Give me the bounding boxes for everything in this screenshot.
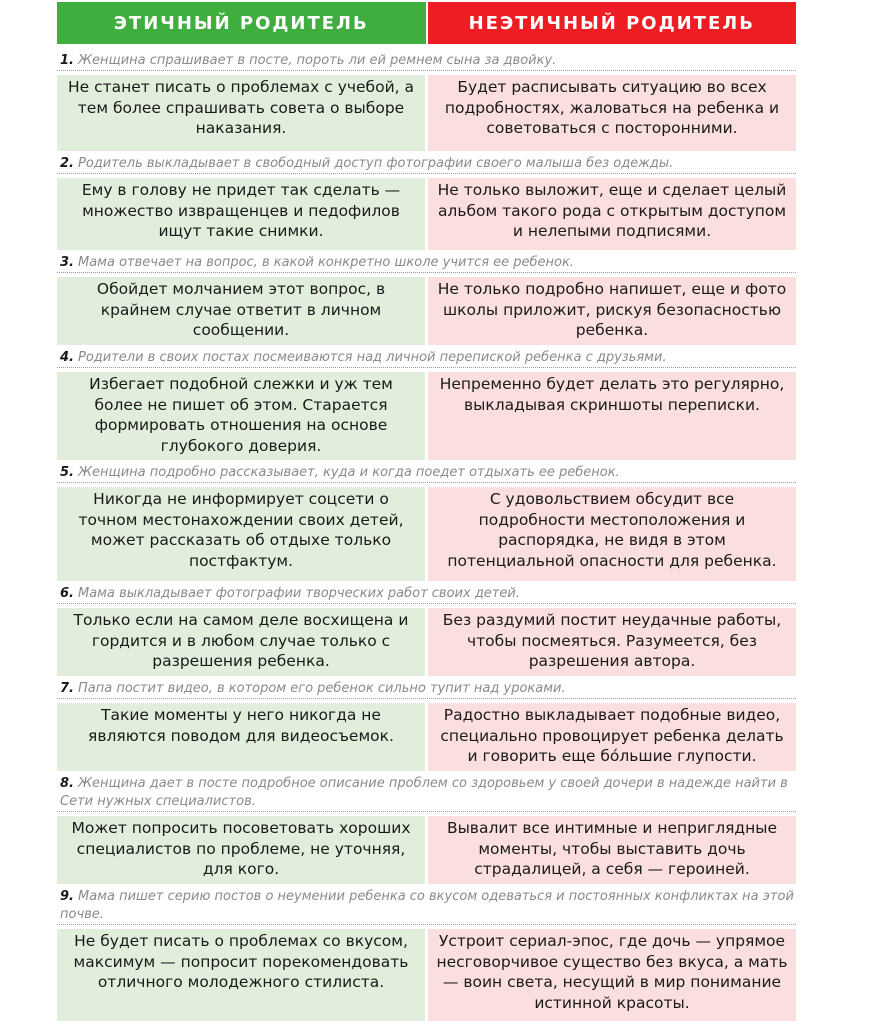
- ethical-parent-header: ЭТИЧНЫЙ РОДИТЕЛЬ: [57, 2, 426, 44]
- ethical-answer: Не будет писать о проблемах со вкусом, максимум — попросит порекомендовать отличного молодежного стилиста.: [57, 929, 425, 1021]
- table-row: [57, 50, 796, 151]
- row-number: 1.: [60, 53, 74, 68]
- unethical-parent-header: НЕЭТИЧНЫЙ РОДИТЕЛЬ: [428, 2, 797, 44]
- row-number: 8.: [60, 776, 74, 791]
- situation-question: [57, 773, 796, 812]
- table-row: [57, 583, 796, 676]
- unethical-answer: Непременно будет делать это регулярно, выкладывая скриншоты переписки.: [428, 372, 796, 460]
- table-row: [57, 462, 796, 581]
- situation-question: [57, 50, 796, 71]
- question-text: Папа постит видео, в котором его ребенок сильно тупит над уроками.: [77, 681, 566, 696]
- table-row: [57, 252, 796, 345]
- table-row: [57, 886, 796, 1021]
- row-number: 9.: [60, 889, 74, 904]
- situation-question: [57, 678, 796, 699]
- unethical-answer: Не только подробно напишет, еще и фото школы приложит, рискуя безопасностью ребенка.: [428, 277, 796, 345]
- table-row: [57, 678, 796, 771]
- ethical-answer: Такие моменты у него никогда не являются поводом для видеосъемок.: [57, 703, 425, 771]
- ethical-answer: Только если на самом деле восхищена и гордится и в любом случае только с разрешения ребенка.: [57, 608, 425, 676]
- situation-question: [57, 153, 796, 174]
- question-text: Женщина подробно рассказывает, куда и когда поедет отдыхать ее ребенок.: [77, 465, 620, 480]
- row-number: 5.: [60, 465, 74, 480]
- question-text: Родитель выкладывает в свободный доступ фотографии своего малыша без одежды.: [77, 156, 674, 171]
- unethical-answer: Не только выложит, еще и сделает целый альбом такого рода с открытым доступом и нелепыми подписями.: [428, 178, 796, 250]
- question-text: Родители в своих постах посмеиваются над личной перепиской ребенка с друзьями.: [77, 350, 667, 365]
- ethical-answer: Обойдет молчанием этот вопрос, в крайнем случае ответит в личном сообщении.: [57, 277, 425, 345]
- table-row: [57, 773, 796, 884]
- ethical-answer: Ему в голову не придет так сделать — множество извращенцев и педофилов ищут такие снимки.: [57, 178, 425, 250]
- table-row: [57, 153, 796, 250]
- situation-question: [57, 252, 796, 273]
- row-number: 4.: [60, 350, 74, 365]
- row-number: 7.: [60, 681, 74, 696]
- table-row: [57, 347, 796, 460]
- situation-question: [57, 583, 796, 604]
- ethical-answer: Избегает подобной слежки и уж тем более не пишет об этом. Старается формировать отношения на основе глубокого доверия.: [57, 372, 425, 460]
- question-text: Женщина спрашивает в посте, пороть ли ей ремнем сына за двойку.: [77, 53, 557, 68]
- unethical-answer: С удовольствием обсудит все подробности местоположения и распорядка, не видя в этом потенциальной опасности для ребенка.: [428, 487, 796, 581]
- unethical-answer: Устроит сериал-эпос, где дочь — упрямое несговорчивое существо без вкуса, а мать — воин света, несущий в мир понимание истинной красоты.: [428, 929, 796, 1021]
- table-header: [57, 2, 796, 44]
- row-number: 6.: [60, 586, 74, 601]
- ethical-answer: Не станет писать о проблемах с учебой, а тем более спрашивать совета о выборе наказания.: [57, 75, 425, 151]
- unethical-answer: Вывалит все интимные и неприглядные моменты, чтобы выставить дочь страдалицей, а себя — героиней.: [428, 816, 796, 884]
- question-text: Мама выкладывает фотографии творческих работ своих детей.: [77, 586, 520, 601]
- unethical-answer: Будет расписывать ситуацию во всех подробностях, жаловаться на ребенка и советоваться с посторонними.: [428, 75, 796, 151]
- situation-question: [57, 462, 796, 483]
- ethical-answer: Может попросить посоветовать хороших специалистов по проблеме, не уточняя, для кого.: [57, 816, 425, 884]
- question-text: Мама отвечает на вопрос, в какой конкретно школе учится ее ребенок.: [77, 255, 574, 270]
- situation-question: [57, 347, 796, 368]
- situation-question: [57, 886, 796, 925]
- question-text: Женщина дает в посте подробное описание проблем со здоровьем у своей дочери в надежде найти в Сети нужных специалистов.: [60, 776, 788, 809]
- table-rows: [57, 50, 796, 1021]
- unethical-answer: Радостно выкладывает подобные видео, специально провоцирует ребенка делать и говорить еще бо́льшие глупости.: [428, 703, 796, 771]
- unethical-answer: Без раздумий постит неудачные работы, чтобы посмеяться. Разумеется, без разрешения автора.: [428, 608, 796, 676]
- row-number: 3.: [60, 255, 74, 270]
- row-number: 2.: [60, 156, 74, 171]
- question-text: Мама пишет серию постов о неумении ребенка со вкусом одеваться и постоянных конфликтах на этой почве.: [60, 889, 794, 922]
- ethical-answer: Никогда не информирует соцсети о точном местонахождении своих детей, может рассказать об отдыхе только постфактум.: [57, 487, 425, 581]
